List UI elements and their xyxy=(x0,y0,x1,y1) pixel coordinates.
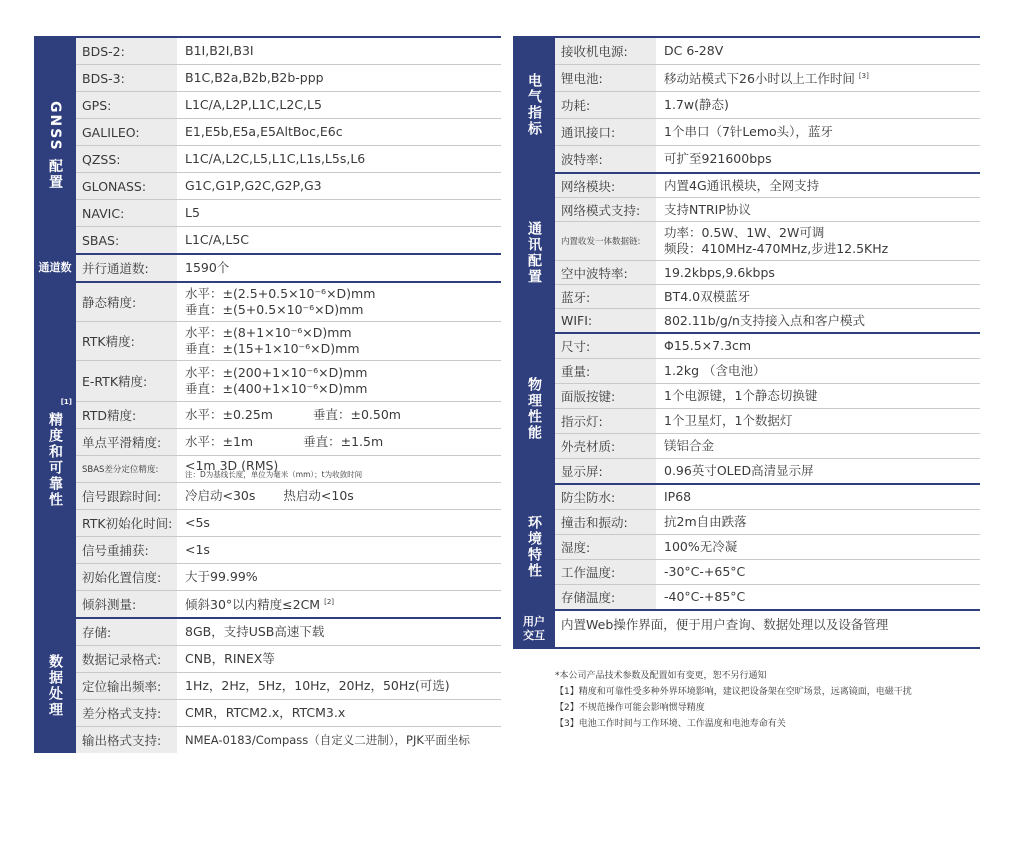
data-header: 数据处理 xyxy=(34,619,76,753)
footnote-mark: [1] xyxy=(60,398,72,406)
physical-section xyxy=(513,332,980,483)
table-row: 空中波特率: 19.2kbps,9.6kbps xyxy=(555,261,980,285)
table-row: 单点平滑精度: 水平：±1m 垂直：±1.5m xyxy=(76,429,501,456)
table-row: 数据记录格式: CNB，RINEX等 xyxy=(76,646,501,673)
env-section xyxy=(513,483,980,609)
table-row: 工作温度: -30°C-+65°C xyxy=(555,560,980,585)
accuracy-section xyxy=(34,281,501,617)
table-row: SBAS差分定位精度: <1m 3D (RMS) 注：D为基线长度，单位为毫米（mm）；t为收敛时间 xyxy=(76,456,501,483)
table-row: 内置收发一体数据链: 功率：0.5W、1W、2W可调 频段：410MHz-470MHz,步进12.5KHz xyxy=(555,222,980,261)
table-row: 湿度: 100%无冷凝 xyxy=(555,535,980,560)
table-row: 网络模块: 内置4G通讯模块，全网支持 xyxy=(555,174,980,198)
table-row: RTK精度: 水平：±(8+1×10⁻⁶×D)mm 垂直：±(15+1×10⁻⁶×D)mm xyxy=(76,322,501,361)
table-row: 尺寸: Φ15.5×7.3cm xyxy=(555,334,980,359)
table-row: WIFI: 802.11b/g/n支持接入点和客户模式 xyxy=(555,309,980,332)
table-row: 防尘防水: IP68 xyxy=(555,485,980,510)
table-row: E-RTK精度: 水平：±(200+1×10⁻⁶×D)mm 垂直：±(400+1×10⁻⁶×D)mm xyxy=(76,361,501,402)
gnss-section xyxy=(34,36,501,253)
table-row: 输出格式支持: NMEA-0183/Compass（自定义二进制），PJK平面坐标 xyxy=(76,727,501,753)
table-row: 初始化置信度: 大于99.99% xyxy=(76,564,501,591)
table-row: 指示灯: 1个卫星灯，1个数据灯 xyxy=(555,409,980,434)
table-row: GLONASS: G1C,G1P,G2C,G2P,G3 xyxy=(76,173,501,200)
table-row: 存储: 8GB，支持USB高速下载 xyxy=(76,619,501,646)
table-row: 显示屏: 0.96英寸OLED高清显示屏 xyxy=(555,459,980,483)
table-row: 倾斜测量: 倾斜30°以内精度≤2CM [2] xyxy=(76,591,501,617)
footnote: 【2】不规范操作可能会影响惯导精度 xyxy=(555,703,705,713)
right-spec-table xyxy=(513,36,980,649)
channels-section xyxy=(34,253,501,281)
table-row: 内置Web操作界面，便于用户查询、数据处理以及设备管理 xyxy=(561,617,889,632)
table-row: 锂电池: 移动站模式下26小时以上工作时间 [3] xyxy=(555,65,980,92)
footnote: *本公司产品技术参数及配置如有变更，恕不另行通知 xyxy=(555,671,767,681)
table-row: 外壳材质: 镁铝合金 xyxy=(555,434,980,459)
table-row: 信号跟踪时间: 冷启动<30s 热启动<10s xyxy=(76,483,501,510)
table-row: SBAS: L1C/A,L5C xyxy=(76,227,501,253)
ui-section xyxy=(513,609,980,649)
env-header: 环境特性 xyxy=(513,485,555,609)
table-row: NAVIC: L5 xyxy=(76,200,501,227)
table-row: 存储温度: -40°C-+85°C xyxy=(555,585,980,609)
table-row: 面版按键: 1个电源键，1个静态切换键 xyxy=(555,384,980,409)
table-row: 静态精度: 水平：±(2.5+0.5×10⁻⁶×D)mm 垂直：±(5+0.5×10⁻⁶×D)mm xyxy=(76,283,501,322)
table-row: 定位输出频率: 1Hz，2Hz，5Hz，10Hz，20Hz，50Hz(可选) xyxy=(76,673,501,700)
table-row: 重量: 1.2kg （含电池） xyxy=(555,359,980,384)
channels-header: 通道数 xyxy=(34,255,76,281)
table-row: 差分格式支持: CMR，RTCM2.x，RTCM3.x xyxy=(76,700,501,727)
table-row: 通讯接口: 1个串口（7针Lemo头），蓝牙 xyxy=(555,119,980,146)
table-row: 接收机电源: DC 6-28V xyxy=(555,38,980,65)
footnotes xyxy=(555,668,912,732)
table-row: 蓝牙: BT4.0双模蓝牙 xyxy=(555,285,980,309)
table-row: GPS: L1C/A,L2P,L1C,L2C,L5 xyxy=(76,92,501,119)
gnss-header: GNSS 配置 xyxy=(34,38,76,253)
table-row: BDS-3: B1C,B2a,B2b,B2b-ppp xyxy=(76,65,501,92)
footnote: 【3】电池工作时间与工作环境、工作温度和电池寿命有关 xyxy=(555,719,786,729)
physical-header: 物理性能 xyxy=(513,334,555,483)
comm-header: 通讯配置 xyxy=(513,174,555,332)
table-row: 并行通道数: 1590个 xyxy=(76,255,501,281)
electric-header: 电气指标 xyxy=(513,38,555,172)
table-row: 网络模式支持: 支持NTRIP协议 xyxy=(555,198,980,222)
table-row: 功耗: 1.7w(静态) xyxy=(555,92,980,119)
ui-header: 用户交互 xyxy=(513,611,555,647)
footnote: 【1】精度和可靠性受多种外界环境影响，建议把设备架在空旷场景，远离镜面，电磁干扰 xyxy=(555,687,912,697)
data-section xyxy=(34,617,501,753)
table-row: 波特率: 可扩至921600bps xyxy=(555,146,980,172)
table-row: QZSS: L1C/A,L2C,L5,L1C,L1s,L5s,L6 xyxy=(76,146,501,173)
accuracy-title: 精度和可靠性 xyxy=(47,412,63,508)
table-row: BDS-2: B1I,B2I,B3I xyxy=(76,38,501,65)
table-row: RTK初始化时间: <5s xyxy=(76,510,501,537)
table-row: RTD精度: 水平：±0.25m 垂直：±0.50m xyxy=(76,402,501,429)
accuracy-header xyxy=(34,283,76,617)
table-row: 撞击和振动: 抗2m自由跌落 xyxy=(555,510,980,535)
left-spec-table xyxy=(34,36,501,753)
electric-section xyxy=(513,36,980,172)
table-row: GALILEO: E1,E5b,E5a,E5AltBoc,E6c xyxy=(76,119,501,146)
comm-section xyxy=(513,172,980,332)
table-row: 信号重捕获: <1s xyxy=(76,537,501,564)
